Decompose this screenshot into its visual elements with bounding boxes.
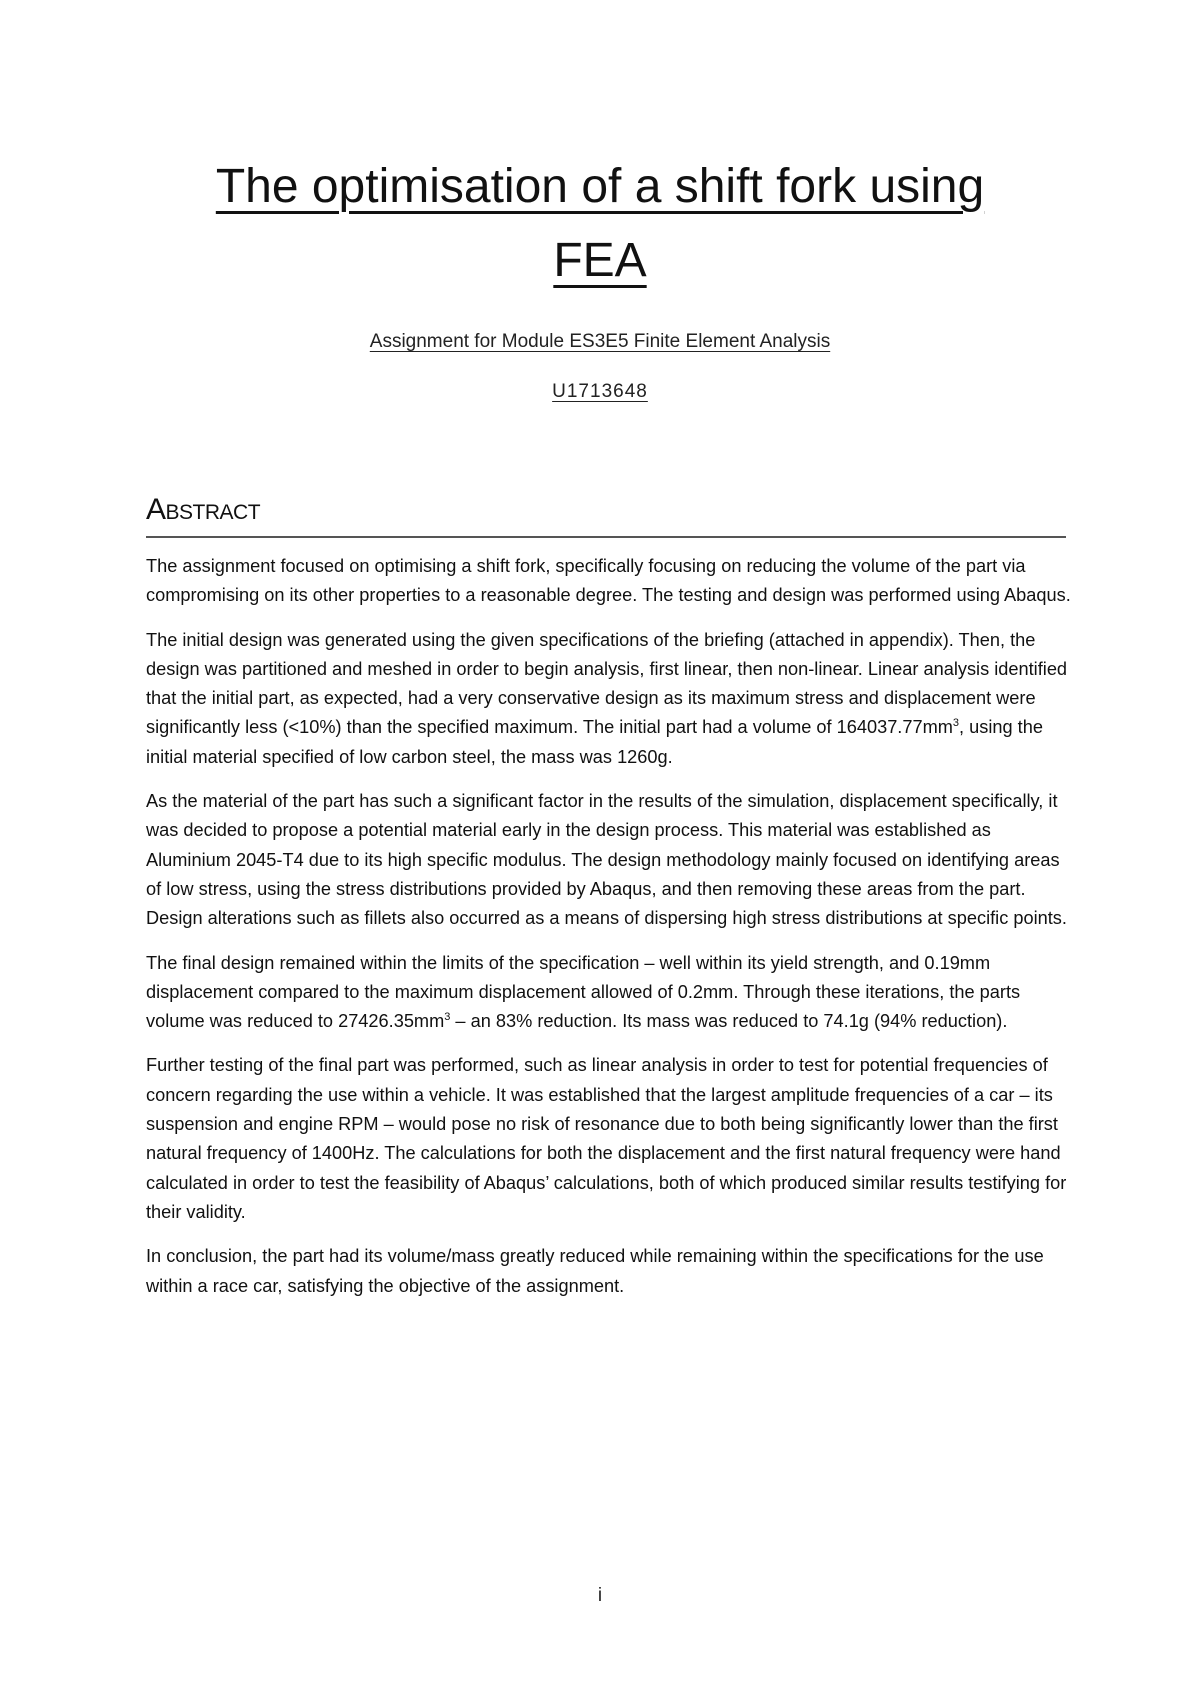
superscript-cubed: 3	[952, 717, 960, 730]
abstract-paragraph-6: In conclusion, the part had its volume/mass greatly reduced while remaining within the specifications for the use within a race car, satisfying the objective of the assignment.	[146, 1246, 1044, 1296]
abstract-paragraph-5: Further testing of the final part was performed, such as linear analysis in order to test for potential frequencies of concern regarding the use within a vehicle. It was established that the largest amplitude frequencies of a car – its suspension and engine RPM – would pose no risk of resonance due to both being significantly lower than the first natural frequency of 1400Hz. The calculations for both the displacement and the first natural frequency were hand calculated in order to test the feasibility of Abaqus’ calculations, both of which produced similar results testifying for their validity.	[146, 1055, 1067, 1222]
abstract-paragraph-4	[146, 949, 1071, 1037]
abstract-heading-text: Abstract	[146, 493, 261, 526]
page-number: i	[597, 1585, 603, 1606]
paragraph-4-text-b: – an 83% reduction. Its mass was reduced to 74.1g (94% reduction).	[450, 1011, 1008, 1032]
abstract-paragraph-2	[146, 626, 1071, 772]
abstract-paragraph-3: As the material of the part has such a significant factor in the results of the simulation, displacement specifically, it was decided to propose a potential material early in the design process. This material was established as Aluminium 2045-T4 due to its high specific modulus. The design methodology mainly focused on identifying areas of low stress, using the stress distributions provided by Abaqus, and then removing these areas from the part. Design alterations such as fillets also occurred as a means of dispersing high stress distributions at specific points.	[146, 791, 1067, 929]
document-title	[0, 150, 1200, 298]
paragraph-4-text-a: The final design remained within the limits of the specification – well within its yield strength, and 0.19mm displacement compared to the maximum displacement allowed of 0.2mm. Through these iterations, the parts volume was reduced to 27426.35mm	[146, 952, 1021, 1032]
paragraph-2-text-b: , using the initial material specified of low carbon steel, the mass was 1260g.	[146, 717, 1043, 767]
superscript-cubed: 3	[444, 1011, 451, 1024]
module-subtitle: Assignment for Module ES3E5 Finite Element Analysis	[369, 331, 831, 352]
abstract-body	[146, 552, 1071, 1316]
paragraph-2-text-a: The initial design was generated using the given specifications of the briefing (attached in appendix). Then, the design was partitioned and meshed in order to begin analysis, first linear, then non-linear. Linear analysis identified that the initial part, as expected, had a very conservative design as its maximum stress and displacement were significantly less (<10%) than the specified maximum. The initial part had a volume of 164037.77mm	[146, 629, 1068, 738]
title-line-2: FEA	[553, 234, 647, 287]
title-line-1: The optimisation of a shift fork using	[215, 160, 985, 213]
abstract-paragraph-1: The assignment focused on optimising a shift fork, specifically focusing on reducing the volume of the part via compromising on its other properties to a reasonable degree. The testing and design was performed using Abaqus.	[146, 556, 1071, 606]
student-id: U1713648	[552, 381, 648, 402]
abstract-heading	[146, 492, 1066, 538]
